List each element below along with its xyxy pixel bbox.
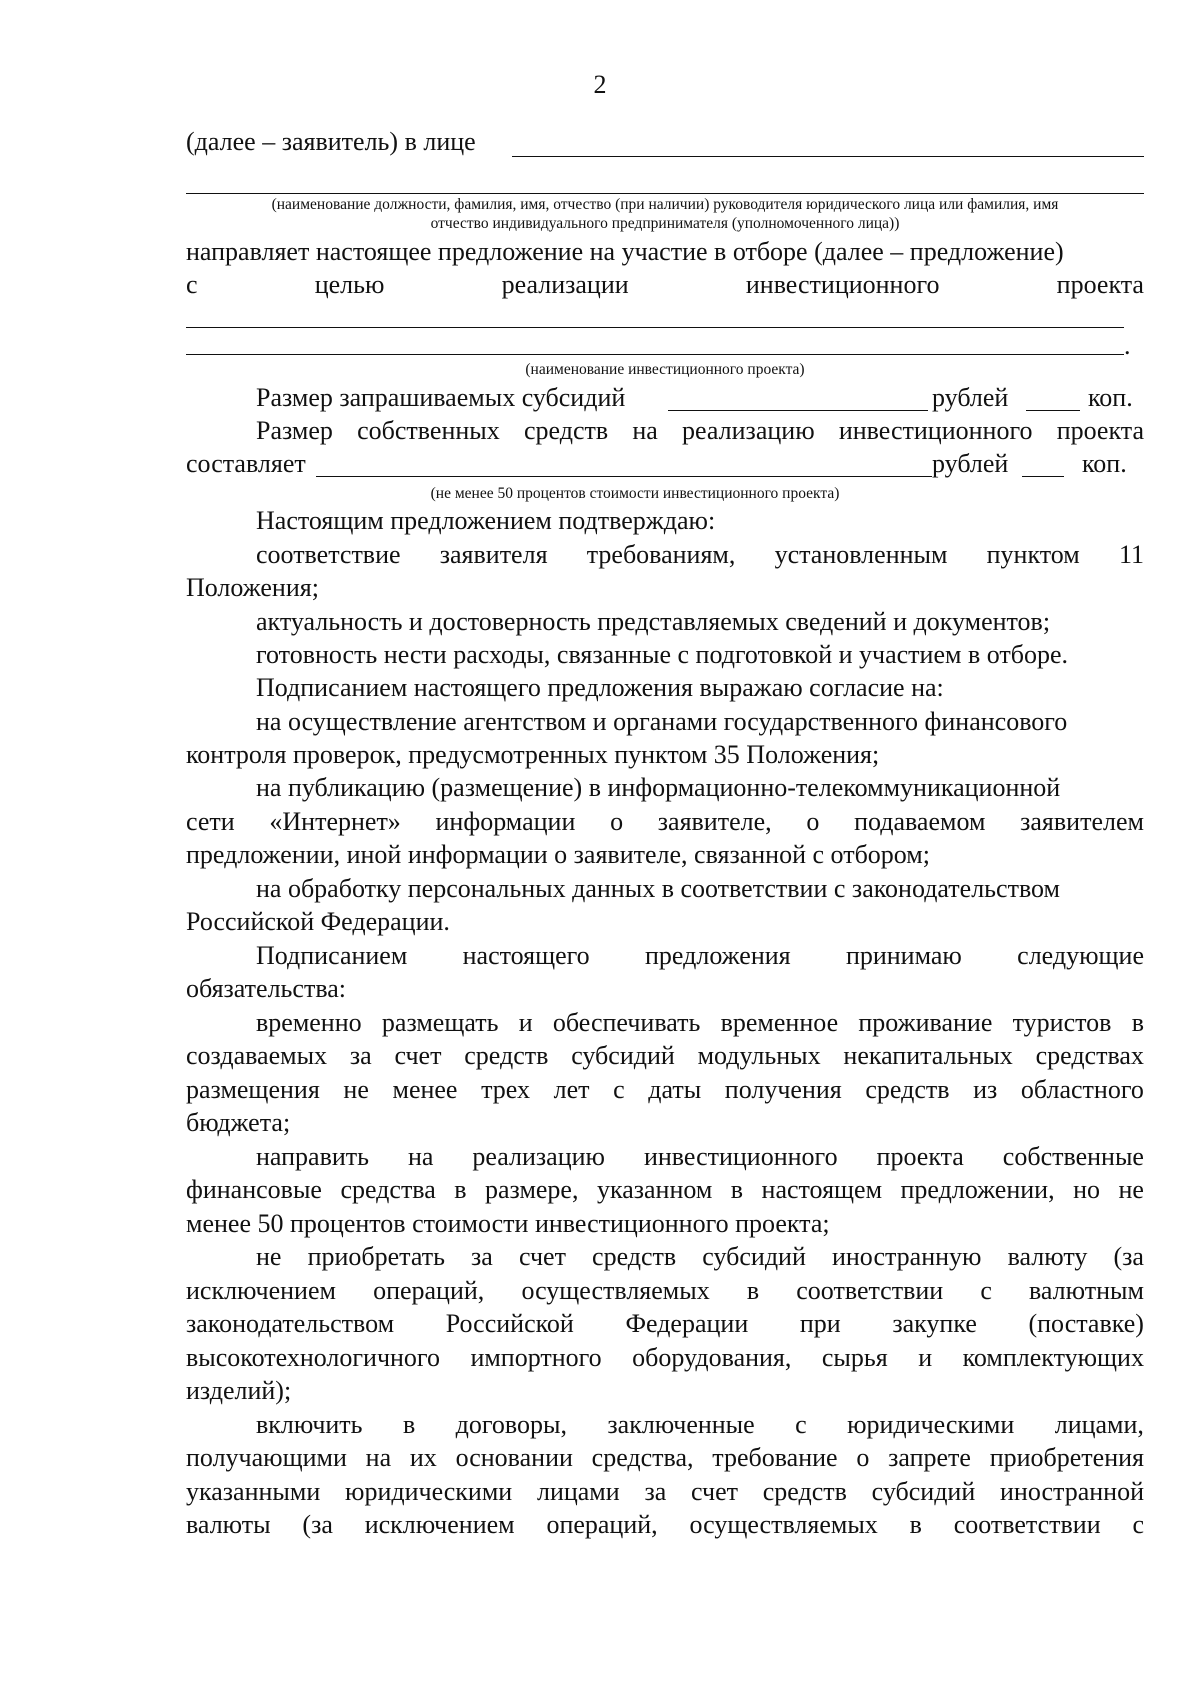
word: целью (314, 270, 385, 299)
consent-item-2-line-3: предложении, иной информации о заявителе, связанной с отбором; (186, 840, 930, 869)
obligation-3-line-1: не приобретать за счет средств субсидий иностранную валюту (за (256, 1242, 1144, 1271)
intro-line-2 (186, 269, 1144, 300)
obligation-1-line-1: временно размещать и обеспечивать временное проживание туристов в (256, 1008, 1144, 1037)
project-caption: (наименование инвестиционного проекта) (525, 361, 805, 378)
confirm-item-3: готовность нести расходы, связанные с подготовкой и участием в отборе. (256, 640, 1069, 669)
obligation-3-line-3: законодательством Российской Федерации при закупке (поставке) (186, 1309, 1144, 1338)
project-name-blank-2 (186, 354, 1124, 355)
requested-kop-label: коп. (1088, 383, 1133, 412)
obligation-4-line-3: указанными юридическими лицами за счет средств субсидий иностранной (186, 1477, 1144, 1506)
requested-kop-blank (1026, 410, 1080, 411)
representative-caption-2: отчество индивидуального предпринимателя (уполномоченного лица)) (430, 215, 900, 232)
project-name-blank-1 (186, 327, 1124, 328)
intro-line-1: направляет настоящее предложение на участие в отборе (далее – предложение) (186, 237, 1064, 266)
consent-title: Подписанием настоящего предложения выражаю согласие на: (256, 673, 944, 702)
obligation-3-line-4: высокотехнологичного импортного оборудования, сырья и комплектующих (186, 1343, 1144, 1372)
word: реализации (501, 270, 629, 299)
obligation-4-line-1: включить в договоры, заключенные с юридическими лицами, (256, 1410, 1144, 1439)
confirm-title: Настоящим предложением подтверждаю: (256, 506, 716, 535)
applicant-line (186, 126, 1144, 157)
obligation-2-line-3: менее 50 процентов стоимости инвестиционного проекта; (186, 1209, 830, 1238)
confirm-item-1-line-2: Положения; (186, 573, 319, 602)
own-funds-kop-blank (1022, 476, 1064, 477)
confirm-item-2: актуальность и достоверность представляемых сведений и документов; (256, 607, 1051, 636)
obligation-2-line-2: финансовые средства в размере, указанном в настоящем предложении, но не (186, 1175, 1144, 1204)
own-funds-rub-label: рублей (932, 449, 1009, 478)
own-funds-rub-blank (316, 476, 932, 477)
obligation-4-line-2: получающими на их основании средства, требование о запрете приобретения (186, 1443, 1144, 1472)
obligation-3-line-2: исключением операций, осуществляемых в соответствии с валютным (186, 1276, 1144, 1305)
word: инвестиционного (745, 270, 940, 299)
applicant-prefix: (далее – заявитель) в лице (186, 127, 476, 156)
obligation-3-line-5: изделий); (186, 1376, 292, 1405)
consent-item-2-line-2: сети «Интернет» информации о заявителе, о подаваемом заявителем (186, 807, 1144, 836)
own-funds-amount-label: составляет (186, 449, 306, 478)
own-funds-kop-label: коп. (1082, 449, 1127, 478)
consent-item-2-line-1: на публикацию (размещение) в информационно-телекоммуникационной (256, 773, 1061, 802)
word: с (186, 270, 198, 299)
word: проекта (1056, 270, 1144, 299)
consent-item-3-line-2: Российской Федерации. (186, 907, 450, 936)
requested-subsidy-label: Размер запрашиваемых субсидий (256, 383, 626, 412)
obligation-4-line-4: валюты (за исключением операций, осуществляемых в соответствии с (186, 1510, 1144, 1539)
project-period: . (1124, 331, 1131, 360)
representative-caption-1: (наименование должности, фамилия, имя, отчество (при наличии) руководителя юридического лица или фамилия, имя (271, 196, 1059, 213)
applicant-representative-blank (512, 156, 1144, 157)
obligations-title-line-2: обязательства: (186, 974, 347, 1003)
obligation-1-line-3: размещения не менее трех лет с даты получения средств из областного (186, 1075, 1144, 1104)
consent-item-1-line-2: контроля проверок, предусмотренных пунктом 35 Положения; (186, 740, 880, 769)
obligation-1-line-2: создаваемых за счет средств субсидий модульных некапитальных средствах (186, 1041, 1144, 1070)
consent-item-3-line-1: на обработку персональных данных в соответствии с законодательством (256, 874, 1060, 903)
obligations-title-line-1: Подписанием настоящего предложения принимаю следующие (256, 941, 1144, 970)
obligation-2-line-1: направить на реализацию инвестиционного проекта собственные (256, 1142, 1144, 1171)
confirm-item-1-line-1: соответствие заявителя требованиям, установленным пунктом 11 (256, 540, 1144, 569)
consent-item-1-line-1: на осуществление агентством и органами государственного финансового (256, 707, 1068, 736)
representative-name-blank (186, 193, 1144, 194)
requested-rub-label: рублей (932, 383, 1009, 412)
requested-rub-blank (668, 410, 928, 411)
own-funds-caption: (не менее 50 процентов стоимости инвестиционного проекта) (430, 485, 840, 502)
page-number: 2 (593, 70, 607, 99)
obligation-1-line-4: бюджета; (186, 1108, 291, 1137)
own-funds-line: Размер собственных средств на реализацию инвестиционного проекта (256, 416, 1144, 445)
